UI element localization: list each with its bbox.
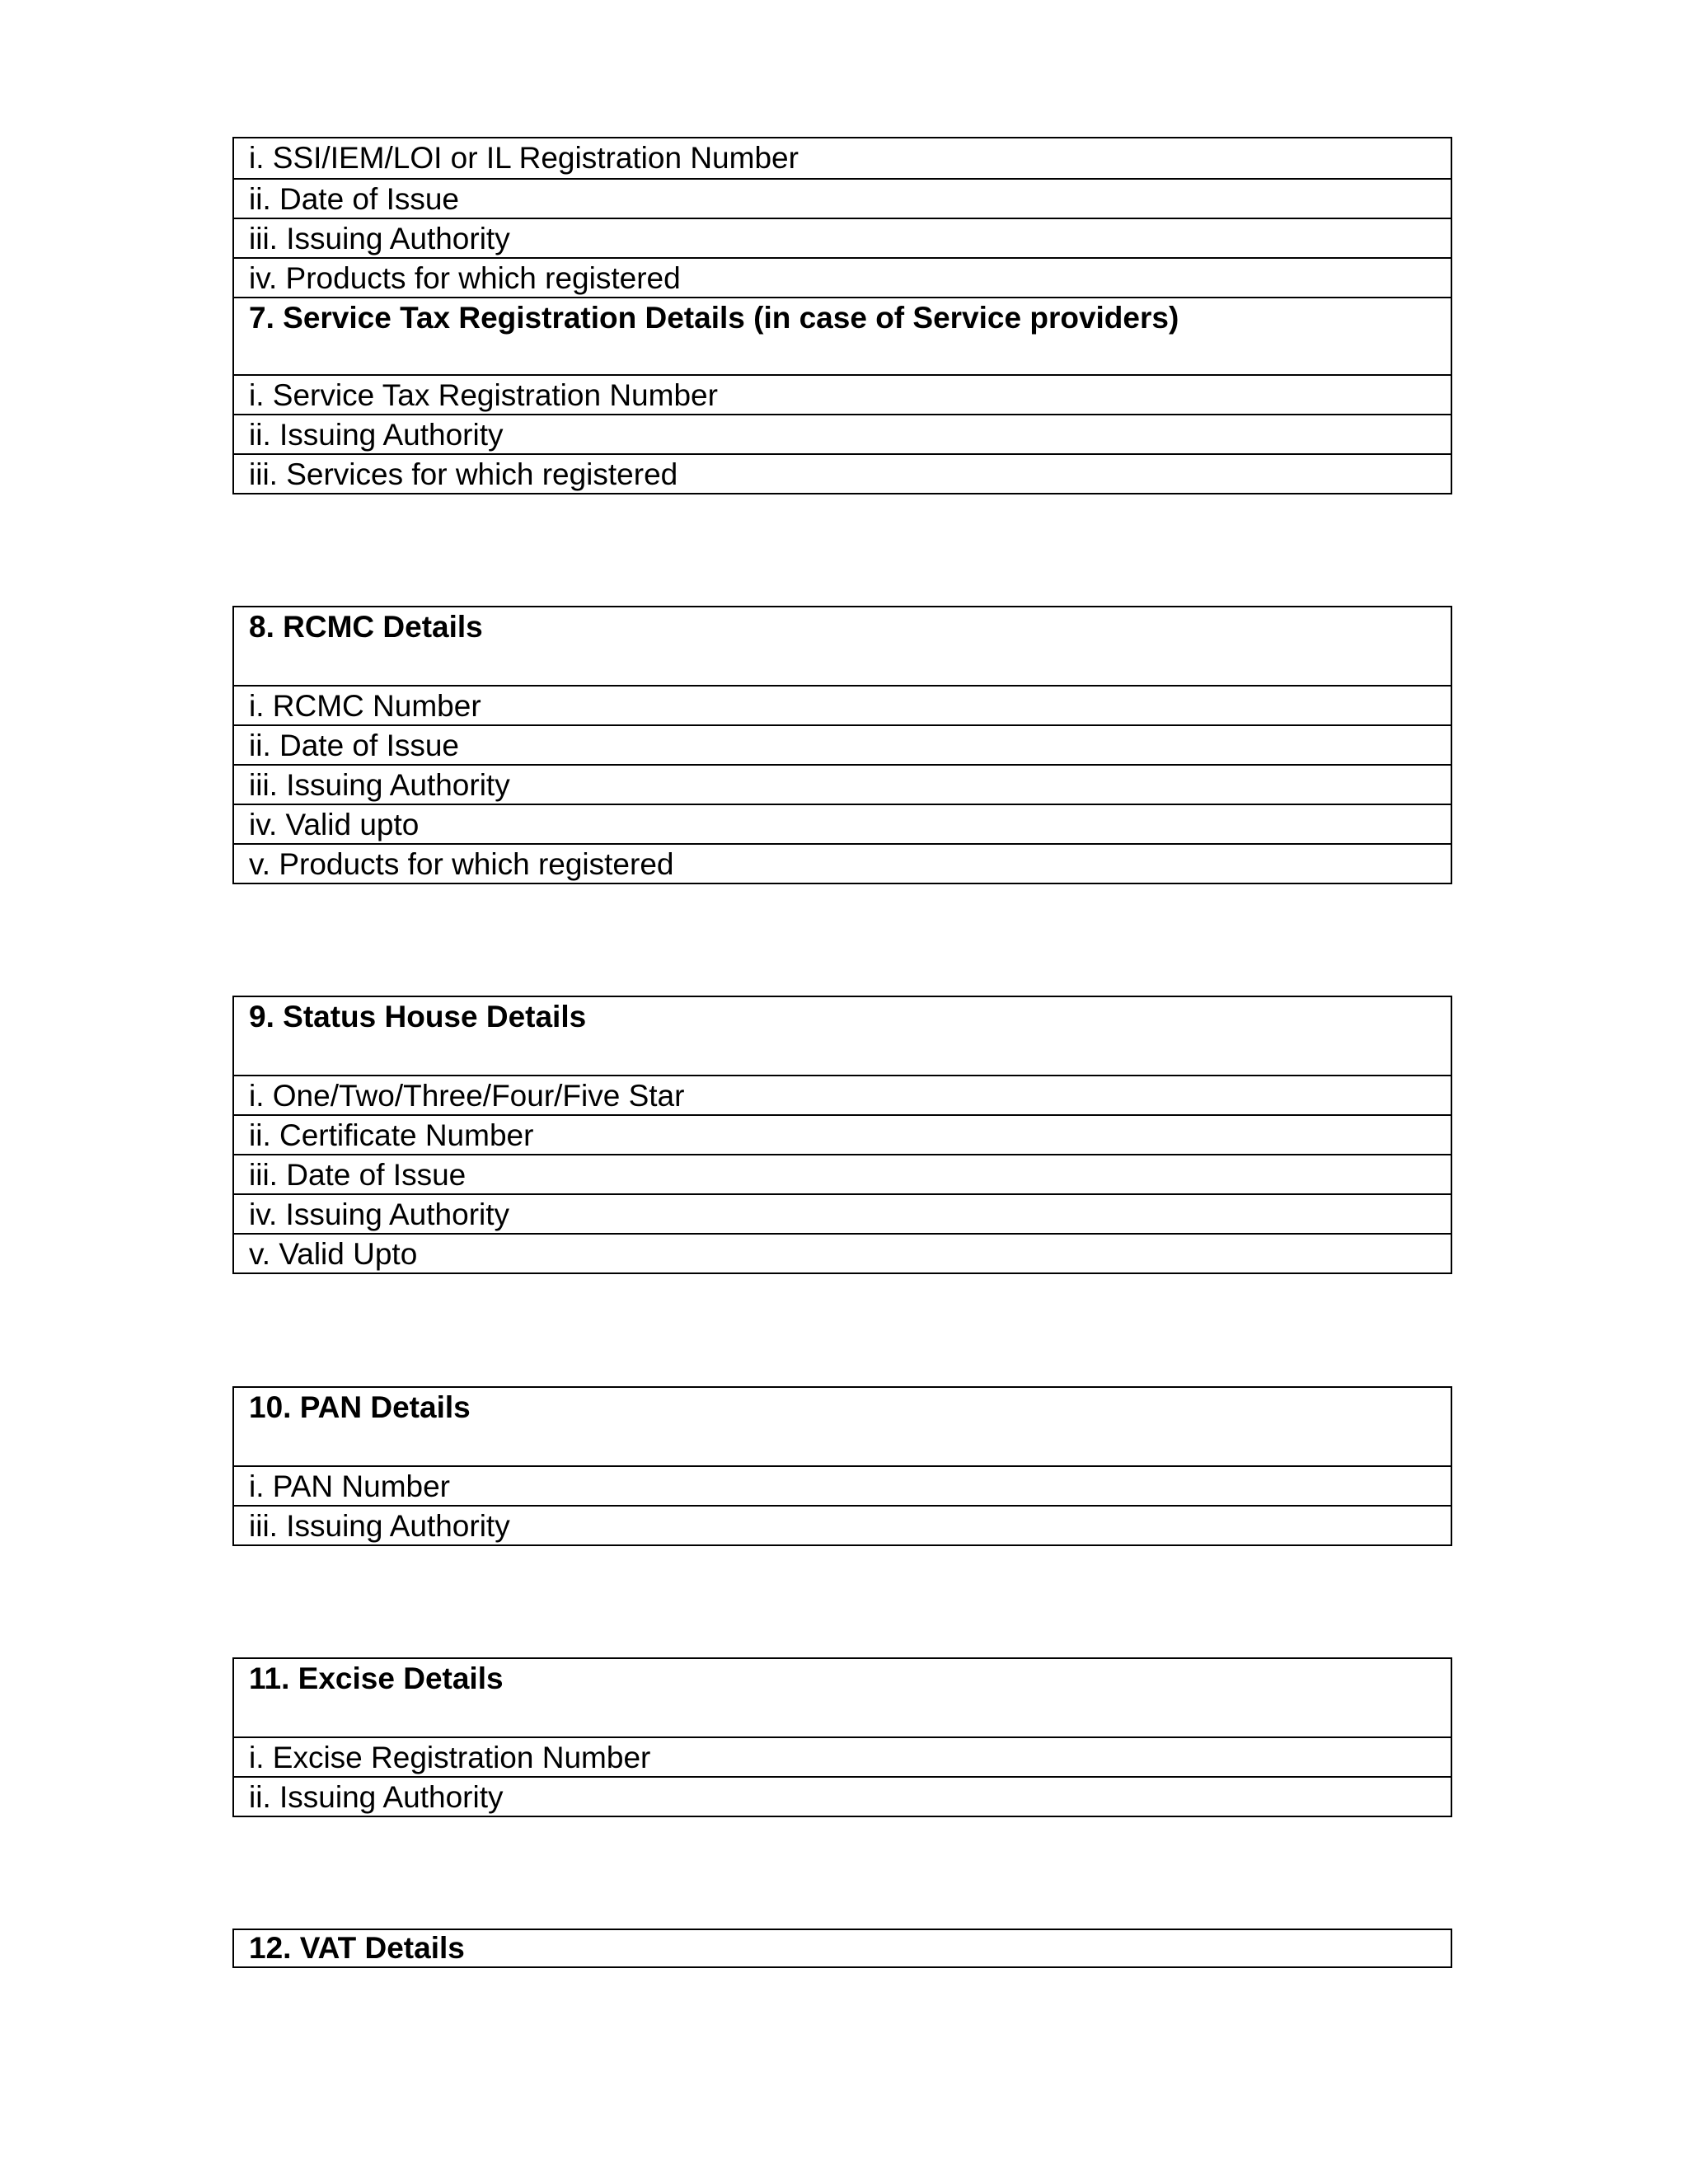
section-header-service-tax: 7. Service Tax Registration Details (in case of Service providers) (234, 297, 1451, 374)
row-pan-issuing-authority: iii. Issuing Authority (234, 1505, 1451, 1544)
row-status-date-of-issue: iii. Date of Issue (234, 1154, 1451, 1193)
section-header-vat: 12. VAT Details (249, 1931, 465, 1965)
row-date-of-issue: ii. Date of Issue (234, 178, 1451, 218)
row-services-registered: iii. Services for which registered (234, 453, 1451, 493)
row-rcmc-number: i. RCMC Number (234, 685, 1451, 724)
section-header-excise: 11. Excise Details (249, 1661, 504, 1695)
row-excise-issuing-authority: ii. Issuing Authority (234, 1776, 1451, 1816)
row-products-registered: iv. Products for which registered (234, 257, 1451, 297)
row-rcmc-issuing-authority: iii. Issuing Authority (234, 764, 1451, 804)
excise-table (232, 1657, 1452, 1817)
status-house-table (232, 996, 1452, 1274)
row-star-rating: i. One/Two/Three/Four/Five Star (234, 1075, 1451, 1114)
row-excise-registration-number: i. Excise Registration Number (234, 1736, 1451, 1776)
pan-table (232, 1386, 1452, 1546)
vat-table (232, 1929, 1452, 1968)
row-issuing-authority: iii. Issuing Authority (234, 218, 1451, 257)
row-service-tax-issuing-authority: ii. Issuing Authority (234, 414, 1451, 453)
section-header-status-house: 9. Status House Details (249, 1000, 587, 1033)
row-status-issuing-authority: iv. Issuing Authority (234, 1193, 1451, 1233)
row-service-tax-number: i. Service Tax Registration Number (234, 374, 1451, 414)
row-rcmc-date-of-issue: ii. Date of Issue (234, 724, 1451, 764)
row-certificate-number: ii. Certificate Number (234, 1114, 1451, 1154)
row-rcmc-products: v. Products for which registered (234, 843, 1451, 883)
row-pan-number: i. PAN Number (234, 1465, 1451, 1505)
section-header-pan: 10. PAN Details (249, 1390, 471, 1424)
row-rcmc-valid-upto: iv. Valid upto (234, 804, 1451, 843)
row-status-valid-upto: v. Valid Upto (234, 1233, 1451, 1272)
registration-table (232, 137, 1452, 494)
rcmc-table (232, 606, 1452, 884)
section-header-rcmc: 8. RCMC Details (249, 610, 483, 644)
row-ssi-registration-number: i. SSI/IEM/LOI or IL Registration Number (249, 141, 799, 175)
